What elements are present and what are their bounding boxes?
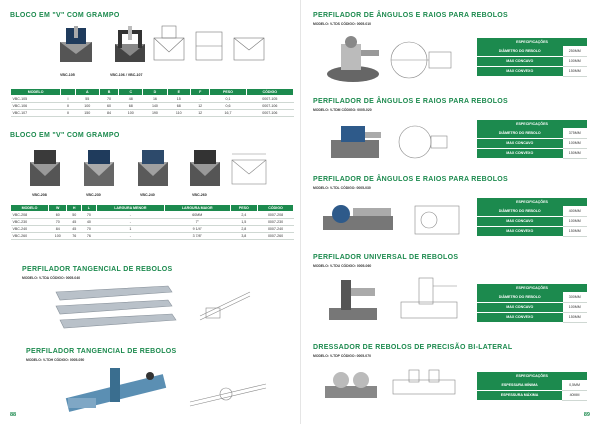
spec-value: 0,5MM [562,380,587,390]
spec-key: DIÂMETRO DO REBOLO [477,206,563,216]
section-title-tangential-dresser-1: PERFILADOR TANGENCIAL DE REBOLOS [22,266,173,273]
col-header: MODELO [11,205,49,212]
bilateral-dresser-image [321,362,381,404]
section-subtitle-angle-radius-dresser-1: MODELO: V-TDS CÓDIGO: 0005-010 [313,22,372,26]
cell: 70 [49,219,67,226]
spec-table-universal-dresser [477,284,587,323]
spec-value: 150MM [563,312,587,322]
spec-value: 100MM [563,302,587,312]
cell: VBC-260 [11,233,49,240]
cell: 12 [191,103,210,110]
spec-key: DIÂMETRO DO REBOLO [477,292,563,302]
cell: 70 [99,96,118,103]
caption-vbc-106-107: VBC-106 / VBC-107 [110,73,143,77]
cell: 3 7/8" [164,233,230,240]
spec-row [477,302,587,312]
angle-radius-dresser-3-drawing [411,196,465,244]
col-header: B [99,89,118,96]
section-subtitle-tangential-dresser-1: MODELO: V-TDA CÓDIGO: 0005-040 [22,276,81,280]
cell: 1 [96,226,164,233]
vbc-260-image [188,148,222,188]
spec-table-title: ESPECIFICAÇÕES [477,198,587,206]
cell: 45 [67,219,82,226]
table-row [11,110,294,117]
section-subtitle-angle-radius-dresser-3: MODELO: V-TDL CÓDIGO: 0005-030 [313,186,371,190]
cell: 16 [143,96,167,103]
vbc-106-image [112,26,148,64]
vbc-240-image [136,148,170,188]
cell: 16,7 [210,110,246,117]
section-title-tangential-dresser-2: PERFILADOR TANGENCIAL DE REBOLOS [26,348,177,355]
angle-radius-dresser-1-drawing [385,30,455,86]
cell: 0,1 [210,96,246,103]
section-title-angle-radius-dresser-3: PERFILADOR DE ÂNGULOS E RAIOS PARA REBOLOS [313,176,508,183]
cell: II [61,110,76,117]
cell: VBC-240 [11,226,49,233]
spec-value: 150MM [563,226,587,236]
table-row [11,103,294,110]
bilateral-dresser-drawing [389,366,459,402]
cell: 0007-106 [246,110,293,117]
spec-row [477,128,587,138]
col-header: D [143,89,167,96]
cell: - [96,219,164,226]
table-row [11,212,294,219]
section-subtitle-tangential-dresser-2: MODELO: V-TDH CÓDIGO: 0005-050 [26,358,85,362]
col-header: LARGURA MENOR [96,205,164,212]
vbc-2xx-drawing-diagram [228,150,272,188]
col-header: CÓDIGO [258,205,294,212]
vbc-208-image [28,148,62,188]
spec-row [477,380,587,390]
spec-row [477,206,587,216]
spec-row [477,138,587,148]
universal-dresser-image [323,274,383,324]
cell: 100 [119,110,143,117]
tangential-dresser-drawing-diagram [196,286,256,324]
section-subtitle-bilateral-dresser: MODELO: V-TDP CÓDIGO: 0005-070 [313,354,371,358]
cell: 1,5 [230,219,257,226]
spec-row [477,312,587,322]
table-row [11,96,294,103]
col-header: C [119,89,143,96]
spec-row [477,56,587,66]
cell: 84 [99,110,118,117]
caption-vbc-230: VBC-230 [86,193,101,197]
vbc-drawing-diagram [150,24,270,68]
spec-value: 150MM [563,66,587,76]
table-row [11,233,294,240]
cell: II [61,103,76,110]
cell: 150 [75,110,99,117]
tangential-dresser-2-drawing-diagram [186,374,276,410]
cell: 9 1/4" [164,226,230,233]
section-title-bilateral-dresser: DRESSADOR DE REBOLOS DE PRECISÃO BI-LATERAL [313,344,513,351]
right-page [300,0,600,424]
cell: 40 [82,219,97,226]
cell: 0007-260 [258,233,294,240]
cell: 2,8 [230,226,257,233]
cell: 110 [167,110,191,117]
spec-key: MAX CONCAVO [477,216,563,226]
section-title-v-block-clamp-1: BLOCO EM "V" COM GRAMPO [10,12,120,19]
col-header: A [75,89,99,96]
section-title-v-block-clamp-2: BLOCO EM "V" COM GRAMPO [10,132,120,139]
cell: - [191,96,210,103]
section-title-angle-radius-dresser-1: PERFILADOR DE ÂNGULOS E RAIOS PARA REBOLOS [313,12,508,19]
angle-radius-dresser-2-drawing [391,118,451,166]
col-header: MODELO [11,89,61,96]
vbc-230-image [82,148,116,188]
spec-key: ESPESSURA MÁXIMA [477,390,562,400]
spec-table-title: ESPECIFICAÇÕES [477,120,587,128]
cell: 0,6 [210,103,246,110]
section-subtitle-angle-radius-dresser-2: MODELO: V-TDM CÓDIGO: 0005-020 [313,108,372,112]
page-number-left: 88 [10,412,17,418]
spec-key: MAX CONVEXO [477,312,563,322]
cell: 190 [143,110,167,117]
spec-table-angle-radius-dresser-1 [477,38,587,77]
spec-row [477,148,587,158]
table-v-block-clamp-2 [10,204,294,240]
spec-value: 40MM [562,390,587,400]
col-header [61,89,76,96]
spec-table-angle-radius-dresser-3 [477,198,587,237]
table-row [11,226,294,233]
cell: 76 [82,233,97,240]
spec-value: 150MM [563,148,587,158]
cell: 100 [49,233,67,240]
cell: 70 [82,212,97,219]
cell: VBC-230 [11,219,49,226]
cell: I [61,96,76,103]
spec-value: 100MM [563,56,587,66]
spec-value: 400MM [563,206,587,216]
cell: 60MM [164,212,230,219]
cell: 140 [143,103,167,110]
spec-key: MAX CONCAVO [477,302,563,312]
col-header: H [67,205,82,212]
cell: 7" [164,219,230,226]
col-header: L [82,205,97,212]
cell: 50 [67,212,82,219]
spec-key: ESPESSURA MÍNIMA [477,380,562,390]
cell: 0007-106 [246,103,293,110]
spec-key: MAX CONVEXO [477,226,563,236]
section-title-universal-dresser: PERFILADOR UNIVERSAL DE REBOLOS [313,254,459,261]
col-header: CÓDIGO [246,89,293,96]
cell: VBC-105 [11,96,61,103]
cell: - [96,233,164,240]
spec-value: 375MM [563,128,587,138]
spec-key: DIÂMETRO DO REBOLO [477,128,563,138]
col-header: W [49,205,67,212]
cell: 12 [191,110,210,117]
cell: 70 [82,226,97,233]
table-header-row [11,205,294,212]
spec-table-title: ESPECIFICAÇÕES [477,372,587,380]
spec-row [477,390,587,400]
cell: - [96,212,164,219]
cell: 84 [49,226,67,233]
cell: VBC-208 [11,212,49,219]
cell: 60 [99,103,118,110]
angle-radius-dresser-3-image [319,198,399,240]
spec-key: MAX CONCAVO [477,138,563,148]
section-title-angle-radius-dresser-2: PERFILADOR DE ÂNGULOS E RAIOS PARA REBOLOS [313,98,508,105]
cell: 60 [49,212,67,219]
spec-row [477,292,587,302]
col-header: PESO [210,89,246,96]
cell: VBC-107 [11,110,61,117]
cell: 55 [75,96,99,103]
spec-row [477,226,587,236]
cell: 48 [119,96,143,103]
table-header-row [11,89,294,96]
spec-table-title: ESPECIFICAÇÕES [477,38,587,46]
spec-key: MAX CONCAVO [477,56,563,66]
cell: 0007-105 [246,96,293,103]
spec-table-bilateral-dresser [477,372,587,401]
spec-row [477,46,587,56]
col-header: F [191,89,210,96]
col-header: E [167,89,191,96]
col-header: LARGURA MAIOR [164,205,230,212]
cell: 100 [75,103,99,110]
table-row [11,219,294,226]
spec-key: MAX CONVEXO [477,66,563,76]
caption-vbc-105: VBC-105 [60,73,75,77]
spec-row [477,216,587,226]
cell: 68 [167,103,191,110]
spec-table-angle-radius-dresser-2 [477,120,587,159]
spec-table-title: ESPECIFICAÇÕES [477,284,587,292]
page-number-right: 89 [583,412,590,418]
col-header: PESO [230,205,257,212]
spec-row [477,66,587,76]
cell: 3,8 [230,233,257,240]
caption-vbc-208: VBC-208 [32,193,47,197]
tangential-dresser-hydraulic-image [60,362,180,412]
spec-value: 300MM [563,292,587,302]
spec-key: MAX CONVEXO [477,148,563,158]
spec-value: 250MM [563,46,587,56]
caption-vbc-260: VBC-260 [192,193,207,197]
vbc-105-image [56,26,96,64]
cell: 45 [67,226,82,233]
caption-vbc-240: VBC-240 [140,193,155,197]
cell: VBC-106 [11,103,61,110]
cell: 2,4 [230,212,257,219]
section-subtitle-universal-dresser: MODELO: V-TDU CÓDIGO: 0005-060 [313,264,372,268]
angle-radius-dresser-1-image [323,32,383,84]
cell: 0007-230 [258,219,294,226]
cell: 0007-208 [258,212,294,219]
cell: 76 [67,233,82,240]
cell: 68 [119,103,143,110]
universal-dresser-drawing [395,272,465,326]
table-v-block-clamp-1 [10,88,294,117]
spec-value: 100MM [563,138,587,148]
cell: 15 [167,96,191,103]
cell: 0007-240 [258,226,294,233]
spec-value: 100MM [563,216,587,226]
spec-key: DIÂMETRO DO REBOLO [477,46,563,56]
tangential-dresser-image [50,284,180,334]
angle-radius-dresser-2-image [325,120,385,164]
